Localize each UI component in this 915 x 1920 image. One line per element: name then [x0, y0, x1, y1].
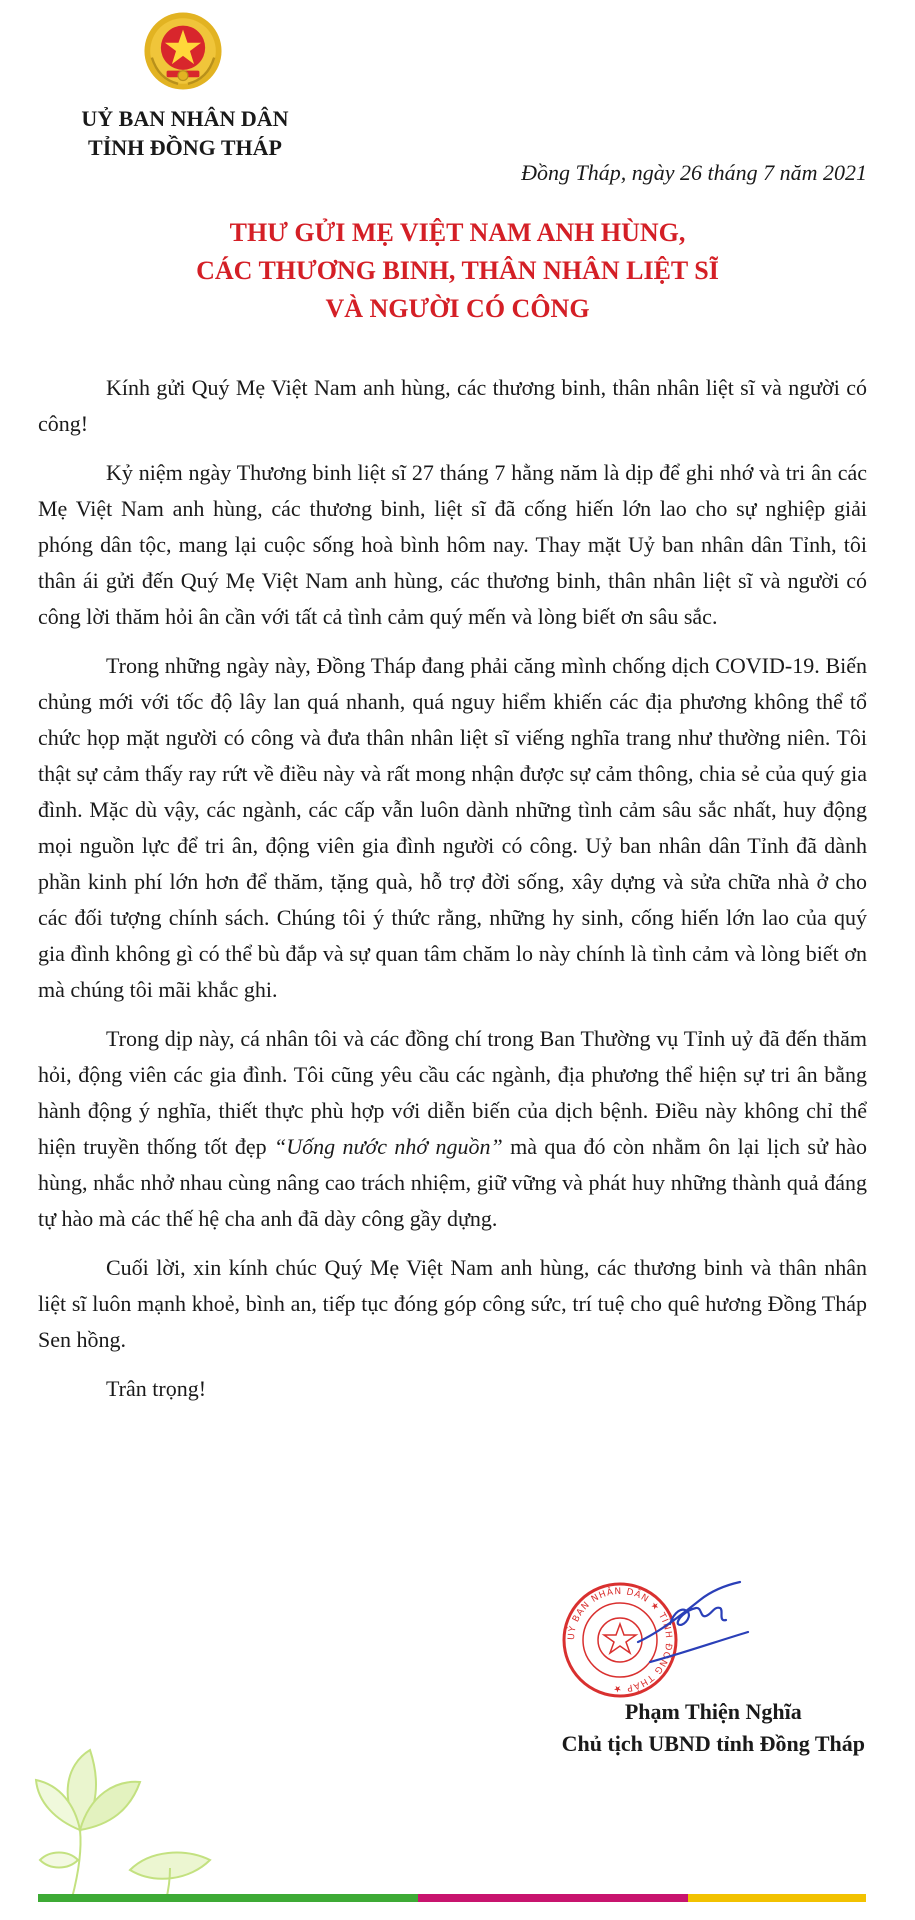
letter-date: Đồng Tháp, ngày 26 tháng 7 năm 2021 [521, 160, 867, 185]
letter-title [0, 214, 915, 328]
signer-name: Phạm Thiện Nghĩa [624, 1699, 802, 1724]
body-paragraph-2: Trong những ngày này, Đồng Tháp đang phải căng mình chống dịch COVID-19. Biến chủng mới với tốc độ lây lan quá nhanh, quá nguy hiểm khiến các địa phương không thể tổ chức họp mặt người có công và đưa thân nhân liệt sĩ viếng nghĩa trang như thường niên. Tôi thật sự cảm thấy ray rứt về điều này và rất mong nhận được sự cảm thông, chia sẻ của quý gia đình. Mặc dù vậy, các ngành, các cấp vẫn luôn dành những tình cảm sâu sắc nhất, huy động mọi nguồn lực để tri ân, động viên gia đình người có công. Uỷ ban nhân dân Tỉnh đã dành phần kinh phí lớn hơn để thăm, tặng quà, hỗ trợ đời sống, xây dựng và sửa chữa nhà ở cho các đối tượng chính sách. Chúng tôi ý thức rằng, những hy sinh, cống hiến lớn lao của quý gia đình không gì có thể bù đắp và sự quan tâm chăm lo này chính là tình cảm và lòng biết ơn mà chúng tôi mãi khắc ghi. [38, 653, 867, 1002]
footer-bar-green [38, 1894, 418, 1902]
paragraph-text-a: Trong dịp này, cá nhân tôi và các đồng chí trong Ban Thường vụ Tỉnh uỷ đã đến thăm hỏi, động viên các gia đình. Tôi cũng yêu cầu các ngành, địa phương thể hiện sự tri ân bằng hành động ý nghĩa, thiết thực phù hợp với diễn biến của dịch bệnh. Điều này không chỉ thể hiện truyền thống tốt đẹp [38, 1026, 867, 1159]
org-line-1: UỶ BAN NHÂN DÂN [81, 106, 289, 131]
proverb-quote: “Uống nước nhớ nguồn” [274, 1134, 503, 1159]
title-line-2: CÁC THƯƠNG BINH, THÂN NHÂN LIỆT SĨ [196, 256, 719, 285]
closing-line: Trân trọng! [106, 1376, 207, 1401]
lotus-watermark-icon [20, 1710, 230, 1900]
footer-bar-magenta [418, 1894, 688, 1902]
org-line-2: TỈNH ĐỒNG THÁP [88, 135, 282, 160]
footer-bar-yellow [688, 1894, 866, 1902]
issuing-authority [60, 104, 310, 162]
title-line-1: THƯ GỬI MẸ VIỆT NAM ANH HÙNG, [229, 218, 686, 247]
body-paragraph-1: Kỷ niệm ngày Thương binh liệt sĩ 27 tháng 7 hằng năm là dịp để ghi nhớ và tri ân các Mẹ Việt Nam anh hùng, các thương binh, liệt sĩ đã cống hiến lớn lao cho sự nghiệp giải phóng dân tộc, mang lại cuộc sống hoà bình hôm nay. Thay mặt Uỷ ban nhân dân Tỉnh, tôi thân ái gửi đến Quý Mẹ Việt Nam anh hùng, các thương binh, thân nhân liệt sĩ và người có công lời thăm hỏi ân cần với tất cả tình cảm quý mến và lòng biết ơn sâu sắc. [38, 460, 867, 629]
svg-text:UỶ BAN NHÂN DÂN ★ TỈNH ĐỒNG: UỶ BAN NHÂN DÂN ★ TỈNH ĐỒNG THÁP ★ [566, 1586, 674, 1694]
national-emblem-icon [142, 10, 224, 92]
body-paragraph-4: Cuối lời, xin kính chúc Quý Mẹ Việt Nam anh hùng, các thương binh và thân nhân liệt sĩ luôn mạnh khoẻ, bình an, tiếp tục đóng góp công sức, trí tuệ cho quê hương Đồng Tháp Sen hồng. [38, 1255, 867, 1352]
handwritten-signature-icon [630, 1572, 760, 1672]
body-paragraph-3 [38, 1021, 867, 1237]
title-line-3: VÀ NGƯỜI CÓ CÔNG [325, 294, 590, 323]
paragraph-text-b: mà qua đó còn nhằm ôn lại lịch sử hào hùng, nhắc nhở nhau cùng nâng cao trách nhiệm, giữ vững và phát huy những thành quả đáng tự hào mà các thế hệ cha anh đã dày công gầy dựng. [38, 1134, 868, 1231]
letter-body [38, 370, 867, 1420]
signer-position: Chủ tịch UBND tỉnh Đồng Tháp [561, 1731, 865, 1756]
signer-block [562, 1696, 865, 1760]
salutation-paragraph: Kính gửi Quý Mẹ Việt Nam anh hùng, các thương binh, thân nhân liệt sĩ và người có công! [38, 375, 867, 436]
